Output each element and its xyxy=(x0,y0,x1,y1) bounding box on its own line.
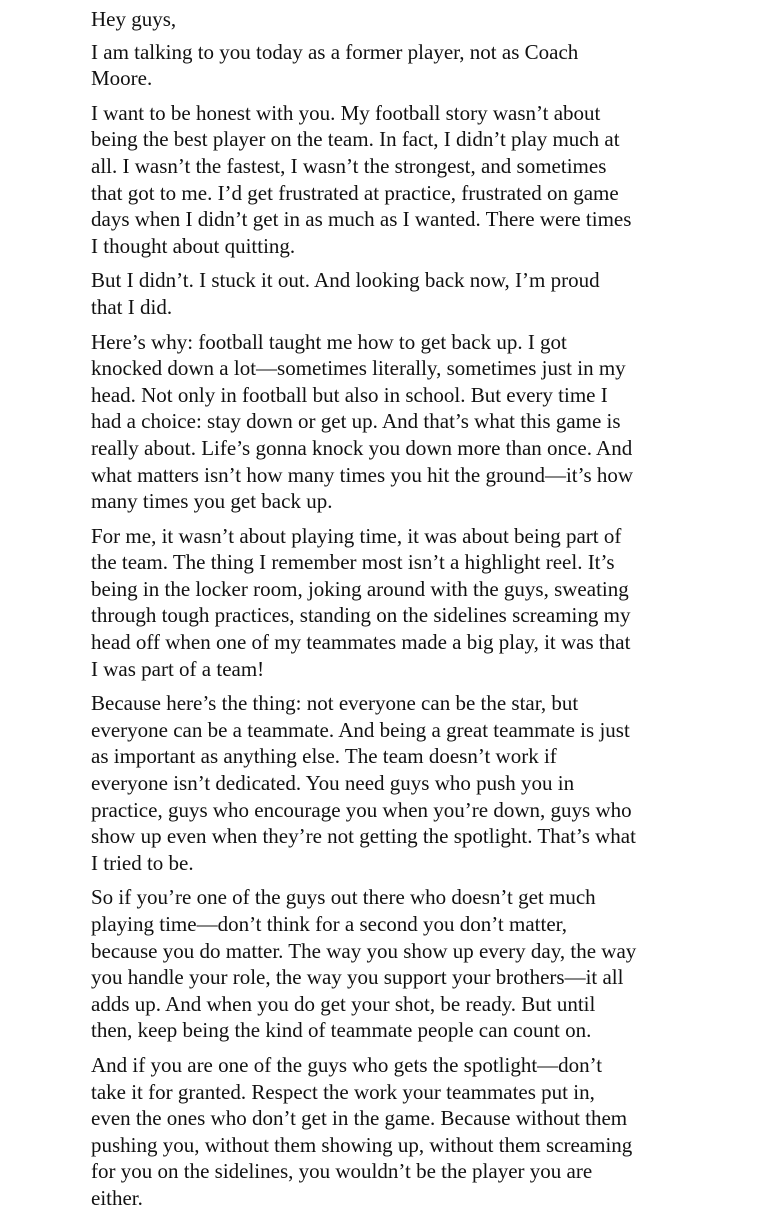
paragraph-great-teammate: Because here’s the thing: not everyone can be the star, but everyone can be a teammate. And being a great teammate is just as important as anything else. The team doesn’t work if everyone isn’t dedicated. You need guys who push you in practice, guys who encourage you when you’re down, guys who show up even when they’re not getting the spotlight. That’s what I tried to be. xyxy=(91,691,636,875)
paragraph-get-back-up: Here’s why: football taught me how to get back up. I got knocked down a lot—sometimes literally, sometimes just in my head. Not only in football but also in school. But every time I had a choice: stay down or get up. And that’s what this game is really about. Life’s gonna knock you down more than once. And what matters isn’t how many times you hit the ground—it’s how many times you get back up. xyxy=(91,329,634,514)
paragraph-spotlight: And if you are one of the guys who gets the spotlight—don’t take it for granted. Respect the work your teammates put in, even the ones who don’t get in the game. Because without them pushing you, without them showing up, without them screaming for you on the sidelines, you wouldn’t be the player you are either. xyxy=(91,1052,633,1210)
paragraph-intro: I am talking to you today as a former player, not as Coach Moore. xyxy=(91,39,579,91)
paragraph-part-of-team: For me, it wasn’t about playing time, it was about being part of the team. The thing I remember most isn’t a highlight reel. It’s being in the locker room, joking around with the guys, sweating through tough practices, standing on the sidelines screaming my head off when one of my teammates made a big play, it was that I was part of a team! xyxy=(91,523,631,681)
paragraph-playing-time: So if you’re one of the guys out there who doesn’t get much playing time—don’t think for a second you don’t matter, because you do matter. The way you show up every day, the way you handle your role, the way you support your brothers—it all adds up. And when you do get your shot, be ready. But until then, keep being the kind of teammate people can count on. xyxy=(91,885,637,1043)
salutation: Hey guys, xyxy=(91,7,177,31)
paragraph-stuck-it-out: But I didn’t. I stuck it out. And looking back now, I’m proud that I did. xyxy=(91,268,600,319)
paragraph-honest: I want to be honest with you. My football story wasn’t about being the best player on the team. In fact, I didn’t play much at all. I wasn’t the fastest, I wasn’t the strongest, and sometimes that got to me. I’d get frustrated at practice, frustrated on game days when I didn’t get in as much as I wanted. There were times I thought about quitting. xyxy=(91,100,632,258)
